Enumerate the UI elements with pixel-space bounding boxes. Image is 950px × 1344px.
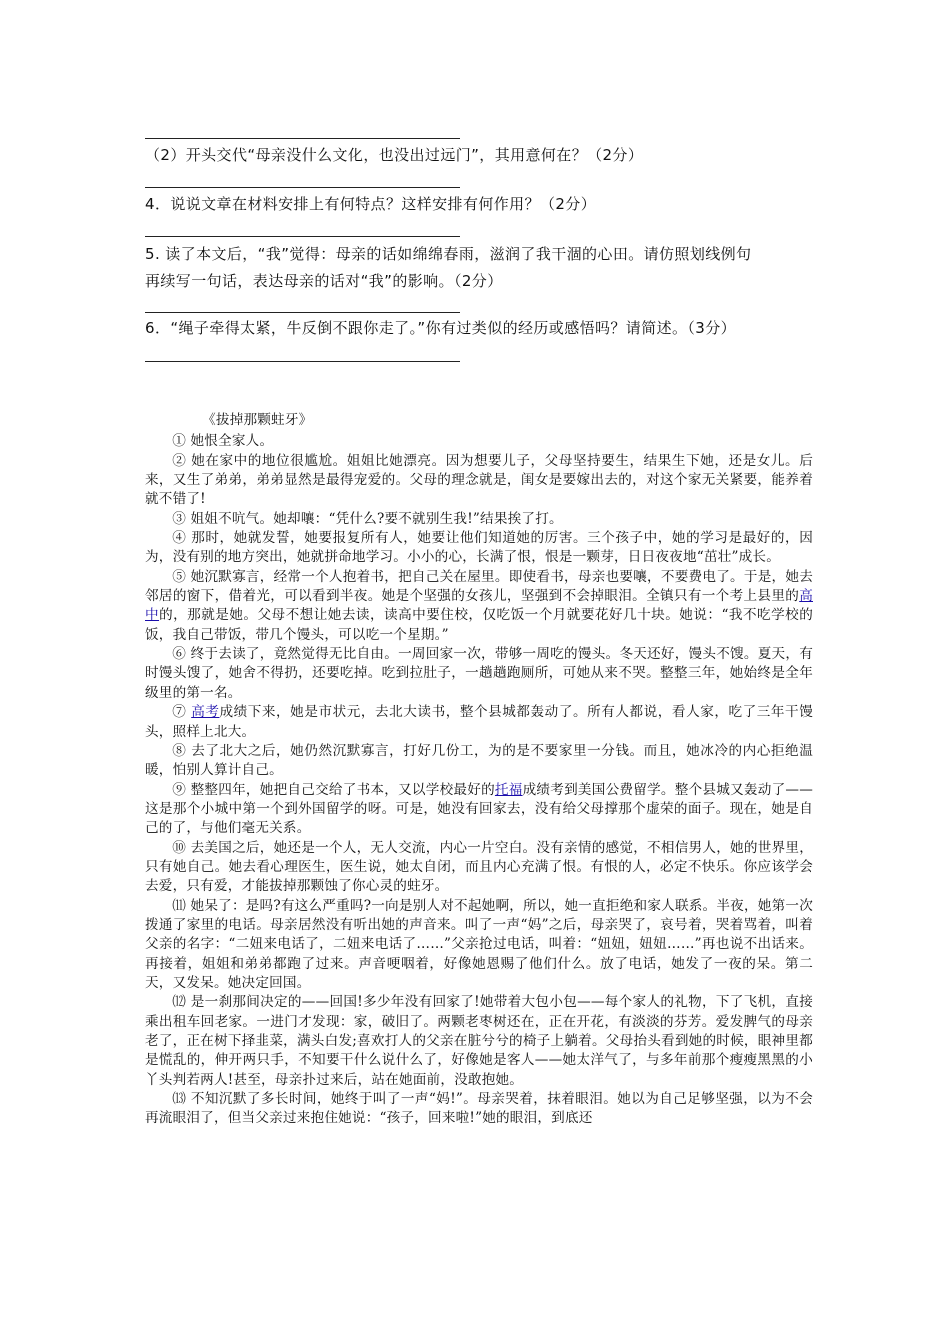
- paragraph-5-text-cont: 的，那就是她。父母不想让她去读，读高中要住校，仅吃饭一个月就要花好几十块。她说：“我不吃学校的饭，我自己带饭，带几个馒头，可以吃一个星期。”: [145, 607, 813, 643]
- paragraph-3: ③ 姐姐不吭气。她却嚷：“凭什么?要不就别生我!”结果挨了打。: [172, 510, 563, 527]
- paragraph-11: ⑾ 她呆了：是吗?有这么严重吗?一向是别人对不起她啊，所以，她一直拒绝和家人联系。半夜，她第一次拨通了家里的电话。母亲居然没有听出她的声音来。叫了一声“妈”之后，母亲哭了，哀号着，哭着骂着，叫着父亲的名字：“二妞来电话了，二妞来电话了……”父亲抢过电话，叫着：“妞妞，妞妞……”再也说不出话来。再接着，姐姐和弟弟都跑了过来。声音哽咽着，好像她恩赐了他们什么。放了电话，她发了一夜的呆。第二天，又发呆。她决定回国。: [145, 897, 813, 991]
- paragraph-4: ④ 那时，她就发誓，她要报复所有人，她要让他们知道她的厉害。三个孩子中，她的学习是最好的，因为，没有别的地方突出，她就拼命地学习。小小的心，长满了恨，恨是一颗芽，日日夜夜地“茁壮”成长。: [145, 530, 813, 566]
- paragraph-1: ① 她恨全家人。: [172, 433, 274, 450]
- gaozhong-link[interactable]: 高中: [145, 588, 813, 624]
- answer-line[interactable]: [145, 138, 460, 139]
- paragraph-12: ⑿ 是一刹那间决定的——回国!多少年没有回家了!她带着大包小包——每个家人的礼物，下了飞机，直接乘出租车回老家。一进门才发现：家，破旧了。两颗老枣树还在，正在开花，有淡淡的芬芳。爱发脾气的母亲老了，正在树下择韭菜，满头白发;喜欢打人的父亲在脏兮兮的椅子上躺着。父母抬头看到她的时候，眼神里都是慌乱的，伸开两只手，不知要干什么说什么了，好像她是客人——她太洋气了，与多年前那个瘦瘦黑黑的小丫头判若两人!甚至，母亲扑过来后，站在她面前，没敢抱她。: [145, 994, 813, 1088]
- question-2: （2）开头交代“母亲没什么文化，也没出过远门”，其用意何在？（2分）: [145, 146, 644, 164]
- answer-line[interactable]: [145, 361, 460, 362]
- answer-line[interactable]: [145, 187, 460, 188]
- paragraph-2: ② 她在家中的地位很尴尬。姐姐比她漂亮。因为想要儿子，父母坚持要生，结果生下她，还是女儿。后来，又生了弟弟，弟弟显然是最得宠爱的。父母的理念就是，闺女是要嫁出去的，对这个家无关紧要，能养着就不错了!: [145, 452, 813, 508]
- question-4: 4．说说文章在材料安排上有何特点？这样安排有何作用？（2分）: [145, 195, 597, 213]
- paragraph-5: [145, 568, 813, 645]
- paragraph-9-text-cont: 成绩考到美国公费留学。整个县城又轰动了——这是那个小城中第一个到外国留学的呀。可是，她没有回家去，没有给父母撑那个虚荣的面子。现在，她是自己的了，与他们毫无关系。: [145, 781, 813, 837]
- paragraph-8: ⑧ 去了北大之后，她仍然沉默寡言，打好几份工，为的是不要家里一分钱。而且，她冰冷的内心拒绝温暖，怕别人算计自己。: [145, 742, 813, 779]
- question-5-line-1: 5. 读了本文后，“我”觉得：母亲的话如绵绵春雨，滋润了我干涸的心田。请仿照划线例句: [145, 245, 752, 263]
- paragraph-9: [145, 781, 813, 839]
- passage-title: 《拔掉那颗蛀牙》: [202, 412, 313, 428]
- paragraph-7-text: 成绩下来，她是市状元，去北大读书，整个县城都轰动了。所有人都说，看人家，吃了三年干馒头，照样上北大。: [145, 704, 813, 740]
- paragraph-5-text: ⑤ 她沉默寡言，经常一个人抱着书，把自己关在屋里。即使看书，母亲也要嚷，不要费电了。于是，她去邻居的窗下，借着光，可以看到半夜。她是个坚强的女孩儿，坚强到不会掉眼泪。全镇只有一个考上县里的: [145, 568, 813, 605]
- paragraph-7-number: ⑦: [172, 704, 192, 721]
- paragraph-13: ⒀ 不知沉默了多长时间，她终于叫了一声“妈!”。母亲哭着，抹着眼泪。她以为自己足够坚强，以为不会再流眼泪了，但当父亲过来抱住她说：“孩子，回来啦!”她的眼泪，到底还: [145, 1091, 813, 1127]
- question-5: [145, 241, 815, 295]
- answer-line[interactable]: [145, 312, 460, 313]
- gaokao-link[interactable]: 高考: [191, 704, 220, 721]
- paragraph-6: ⑥ 终于去读了，竟然觉得无比自由。一周回家一次，带够一周吃的馒头。冬天还好，馒头不馊。夏天，有时馒头馊了，她舍不得扔，还要吃掉。吃到拉肚子，一趟趟跑厕所，可她从来不哭。整整三年，她始终是全年级里的第一名。: [145, 646, 813, 701]
- toefl-link[interactable]: 托福: [494, 781, 523, 798]
- question-5-line-2: 再续写一句话，表达母亲的话对“我”的影响。（2分）: [145, 272, 503, 290]
- paragraph-9-text: ⑨ 整整四年，她把自己交给了书本，又以学校最好的: [172, 781, 495, 798]
- question-6: 6．“绳子牵得太紧，牛反倒不跟你走了。”你有过类似的经历或感悟吗？请简述。（3分）: [145, 319, 737, 337]
- reading-passage: [145, 411, 813, 1129]
- paragraph-10: ⑩ 去美国之后，她还是一个人，无人交流，内心一片空白。没有亲情的感觉，不相信男人，她的世界里，只有她自己。她去看心理医生，医生说，她太自闭，而且内心充满了恨。有恨的人，必定不快乐。你应该学会去爱，只有爱，才能拔掉那颗蚀了你心灵的蛀牙。: [145, 839, 813, 895]
- answer-line[interactable]: [145, 236, 460, 237]
- paragraph-7: [145, 703, 813, 742]
